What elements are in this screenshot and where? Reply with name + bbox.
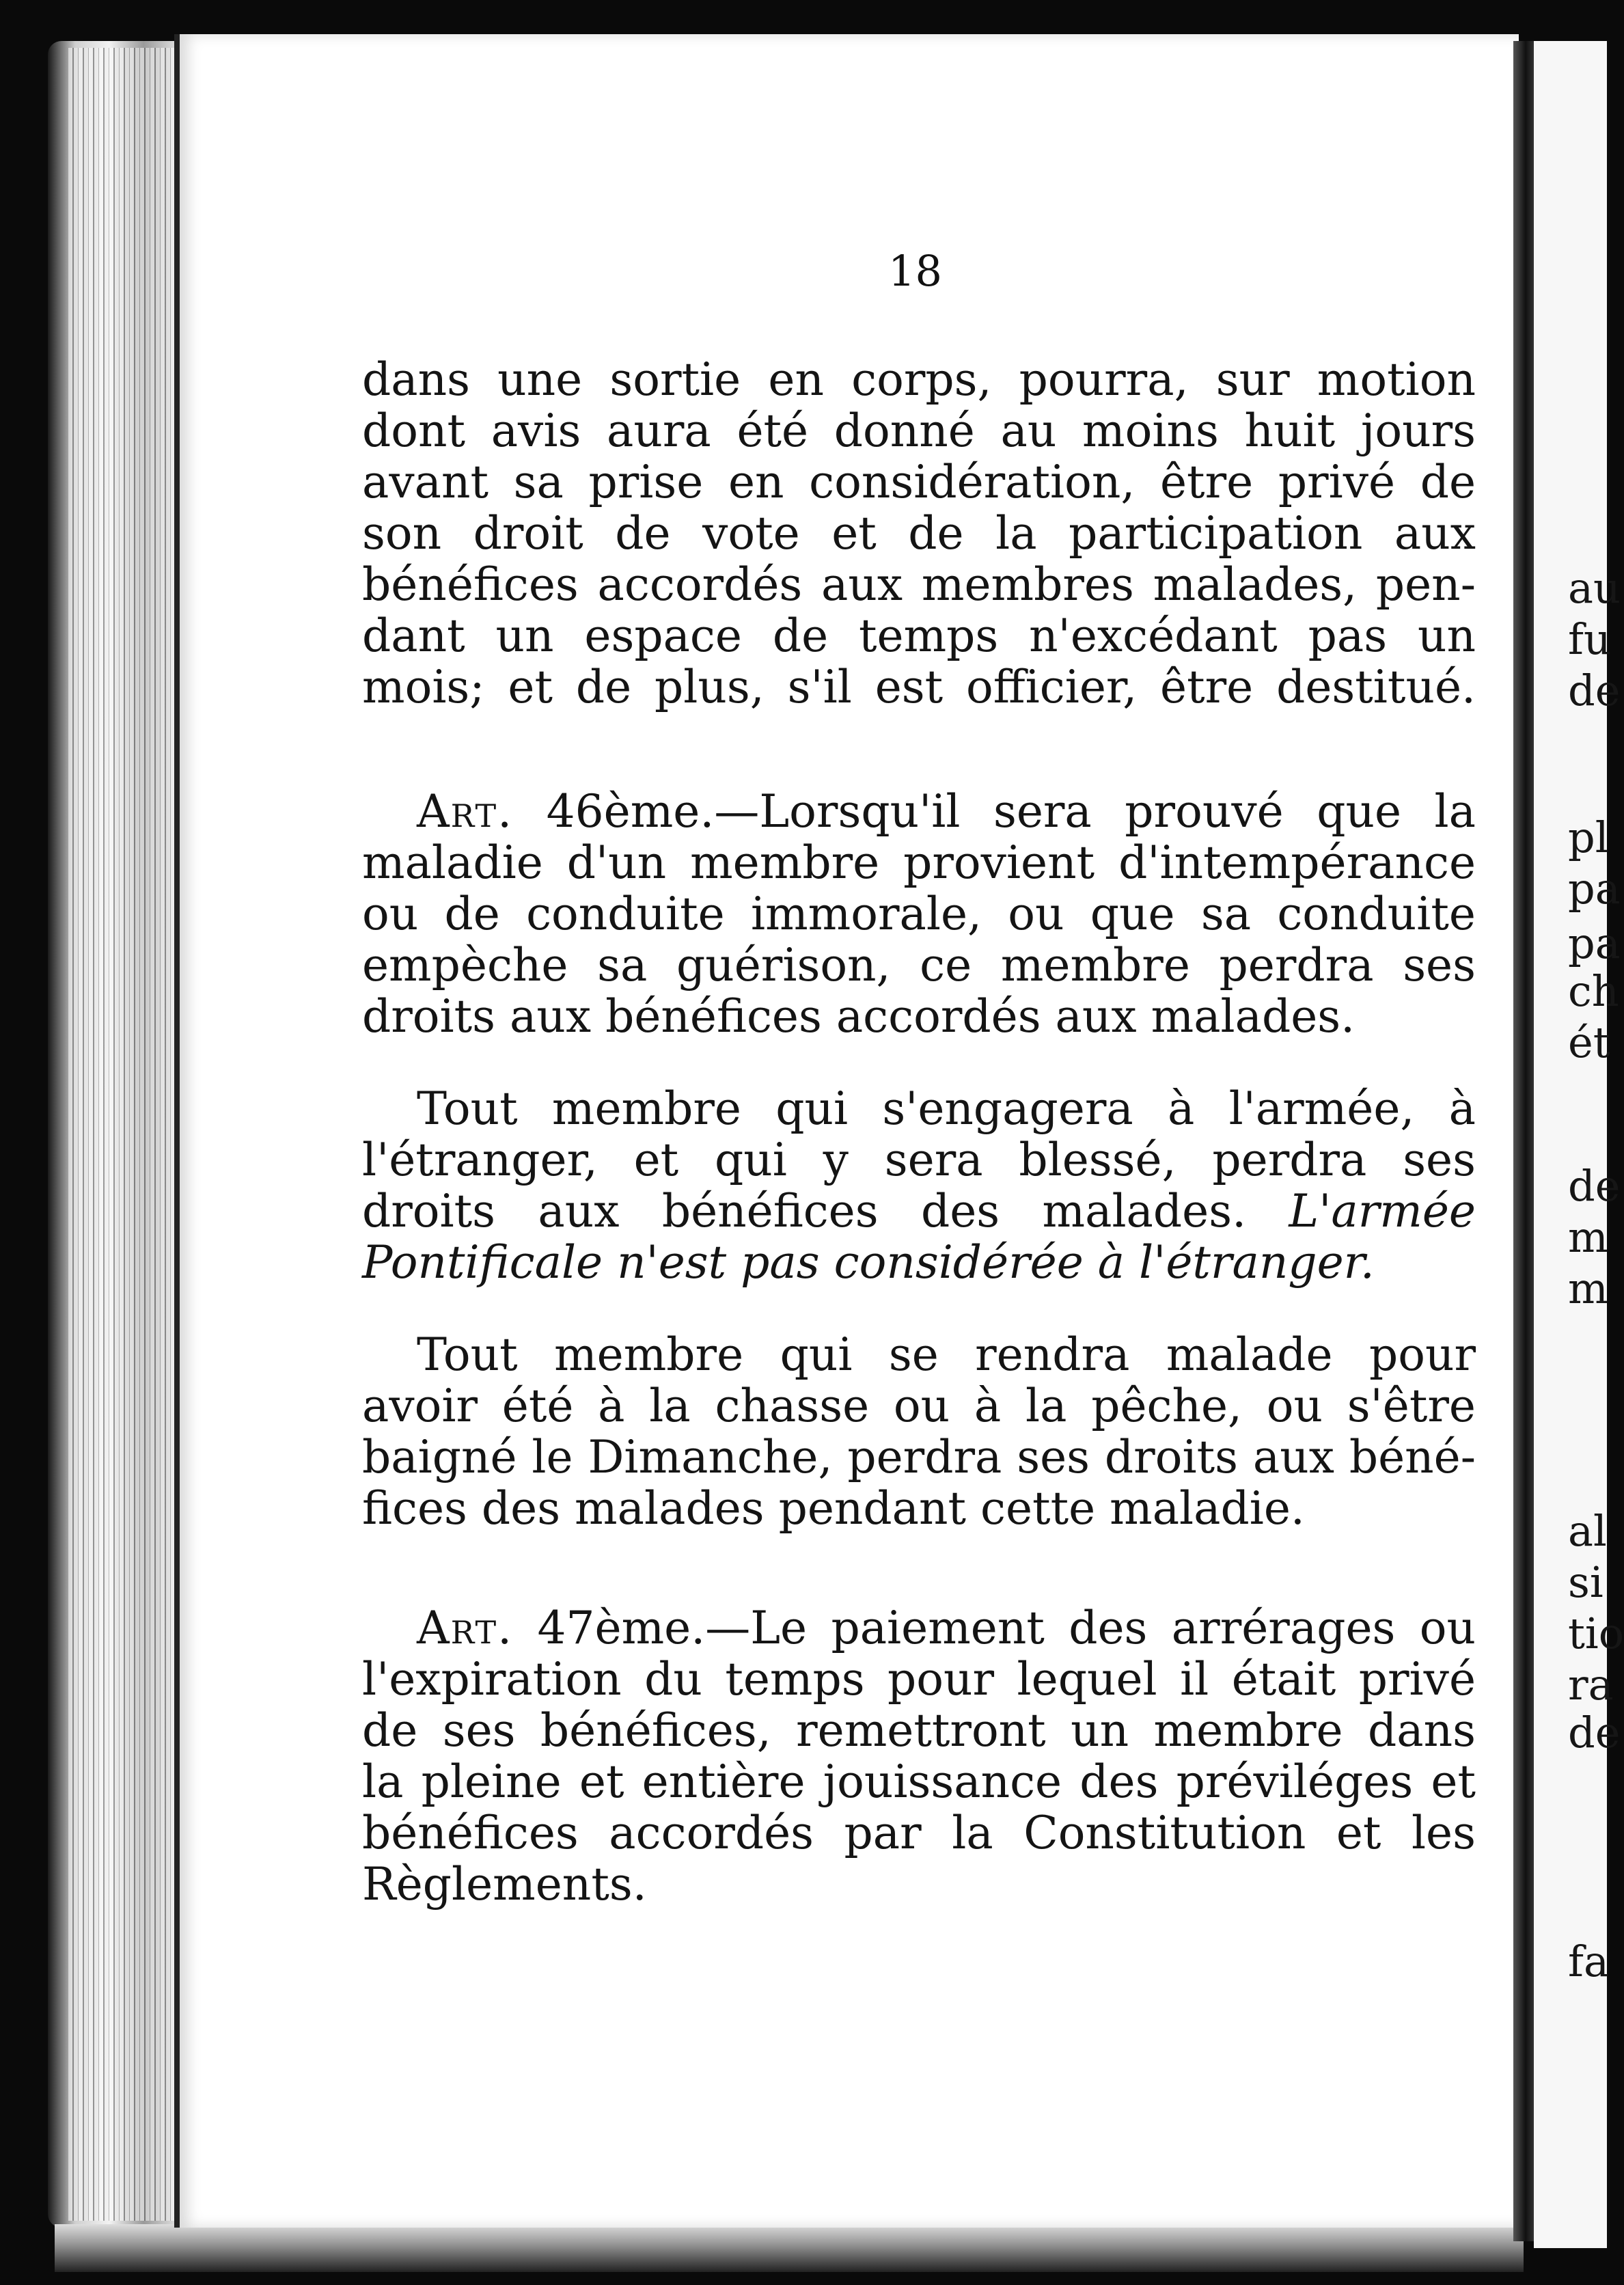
right-page-text: pl	[1568, 812, 1609, 862]
article-label: Art.	[417, 1602, 514, 1654]
text-line: Tout membre qui se rendra malade pour	[417, 1328, 1476, 1381]
paragraph-continuation	[362, 354, 1476, 713]
right-page-text: de	[1568, 666, 1621, 715]
right-page-text: ét	[1568, 1017, 1610, 1067]
article-47-heading: 47ème.—Le paiement des arrérages ou	[513, 1602, 1476, 1654]
right-page-text: al	[1568, 1506, 1607, 1556]
right-page-text: fu	[1568, 614, 1611, 664]
right-page-text: tio	[1568, 1609, 1624, 1658]
article-47	[362, 1602, 1476, 1910]
text-line	[362, 1602, 1476, 1654]
right-page-text: m	[1568, 1212, 1608, 1262]
text-line: bénéfices accordés aux membres malades, pen-	[362, 558, 1476, 611]
right-page-text: de	[1568, 1708, 1621, 1757]
book-gutter	[1513, 41, 1534, 2241]
page-edges	[68, 48, 184, 2221]
right-page-text: fa	[1568, 1937, 1609, 1986]
text-line	[362, 1186, 1476, 1237]
text-line: maladie d'un membre provient d'intempérance	[362, 836, 1476, 889]
article-46	[362, 786, 1476, 1042]
right-page-text: de	[1568, 1161, 1621, 1211]
right-page-text: au	[1568, 563, 1621, 613]
book-bottom-edge	[55, 2224, 1524, 2272]
article-label: Art.	[417, 785, 514, 838]
text-line: bénéfices accordés par la Constitution et les	[362, 1807, 1476, 1859]
text-line: Règlements.	[362, 1858, 647, 1911]
right-page-text: pa	[1568, 864, 1621, 914]
text-line: avoir été à la chasse ou à la pêche, ou s'être	[362, 1380, 1476, 1432]
right-page-text: ra	[1568, 1660, 1614, 1710]
right-page-text: si	[1568, 1557, 1604, 1607]
text-line: Tout membre qui s'engagera à l'armée, à	[417, 1082, 1476, 1135]
text-line: droits aux bénéfices accordés aux malades.	[362, 990, 1355, 1043]
paragraph-chasse	[362, 1329, 1476, 1534]
text-segment: droits aux bénéfices des malades.	[362, 1185, 1247, 1237]
italic-line: Pontificale n'est pas considérée à l'étranger.	[362, 1236, 1375, 1289]
right-page-text: ch	[1568, 966, 1619, 1016]
text-line: baigné le Dimanche, perdra ses droits aux béné-	[362, 1431, 1476, 1483]
right-page-text: pa	[1568, 918, 1621, 968]
text-line: dont avis aura été donné au moins huit jours	[362, 405, 1476, 457]
text-line: ou de conduite immorale, ou que sa conduite	[362, 888, 1476, 940]
page-number: 18	[888, 246, 942, 296]
right-page-fragment	[1534, 41, 1624, 2248]
paragraph-armee	[362, 1083, 1476, 1288]
text-line: l'expiration du temps pour lequel il était privé	[362, 1653, 1476, 1706]
italic-segment: L'armée	[1246, 1185, 1476, 1237]
text-line: fices des malades pendant cette maladie.	[362, 1482, 1305, 1535]
text-line: la pleine et entière jouissance des préviléges et	[362, 1755, 1476, 1808]
text-line: l'étranger, et qui y sera blessé, perdra ses	[362, 1134, 1476, 1186]
text-line: dant un espace de temps n'excédant pas un	[362, 610, 1476, 662]
text-line: de ses bénéfices, remettront un membre dans	[362, 1704, 1476, 1757]
text-line: empèche sa guérison, ce membre perdra ses	[362, 939, 1476, 991]
text-line: avant sa prise en considération, être privé de	[362, 456, 1476, 508]
text-line: dans une sortie en corps, pourra, sur motion	[362, 353, 1476, 406]
right-page-text: m	[1568, 1263, 1608, 1313]
article-46-heading: 46ème.—Lorsqu'il sera prouvé que la	[513, 785, 1476, 838]
text-line: son droit de vote et de la participation aux	[362, 507, 1476, 560]
text-line	[362, 786, 1476, 837]
text-line: mois; et de plus, s'il est officier, être destitué.	[362, 661, 1476, 713]
